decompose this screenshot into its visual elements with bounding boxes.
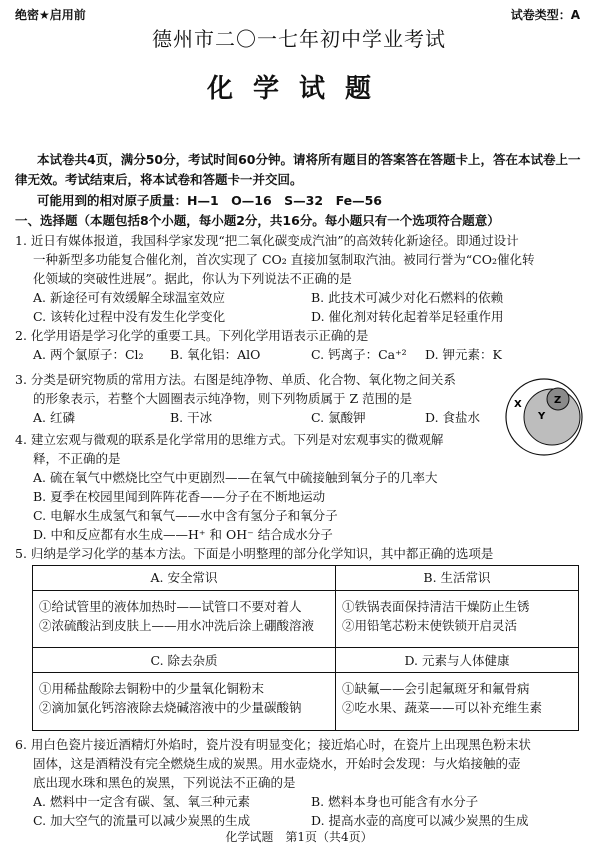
cell-b-title: B. 生活常识 bbox=[336, 566, 579, 591]
question-3-line: 3. 分类是研究物质的常用方法。右图是纯净物、单质、化合物、氧化物之间关系 bbox=[15, 372, 456, 387]
option-row bbox=[15, 792, 585, 811]
question-4-line: 4. 建立宏观与微观的联系是化学常用的思维方式。下列是对宏观事实的微观解 bbox=[15, 432, 444, 447]
cell-c-content bbox=[33, 673, 336, 731]
option-d: D. 提高水壶的高度可以减少炭黑的生成 bbox=[311, 813, 529, 828]
question-3 bbox=[15, 370, 505, 427]
question-6-line: 6. 用白色瓷片接近酒精灯外焰时，瓷片没有明显变化；接近焰心时，在瓷片上出现黑色粉末状 bbox=[15, 737, 531, 752]
option-a: A. 红磷 bbox=[33, 410, 75, 425]
option-c: C. 钙离子：Ca⁺² bbox=[311, 347, 407, 362]
table-row bbox=[33, 590, 579, 648]
paper-type-label: 试卷类型：A bbox=[510, 8, 580, 22]
option-row bbox=[15, 408, 505, 427]
venn-label-x: X bbox=[514, 399, 522, 410]
option-a: A. 两个氯原子：Cl₂ bbox=[33, 347, 144, 362]
venn-label-y: Y bbox=[538, 411, 546, 422]
page-footer: 化学试题 第1页（共4页） bbox=[225, 830, 373, 844]
question-4 bbox=[15, 430, 585, 544]
cell-line: ①缺氟——会引起氟斑牙和氟骨病 bbox=[342, 681, 530, 697]
cell-line: ①给试管里的液体加热时——试管口不要对着人 bbox=[39, 598, 302, 614]
exam-notice: 本试卷共4页，满分50分，考试时间60分钟。请将所有题目的答案答在答题卡上，答在本试卷上一律无效。考试结束后，将本试卷和答题卡一并交回。 bbox=[15, 152, 581, 187]
option-c: C. 电解水生成氢气和氧气——水中含有氢分子和氧分子 bbox=[33, 508, 338, 523]
atomic-mass-line: 可能用到的相对原子质量：H—1 O—16 S—32 Fe—56 bbox=[37, 193, 382, 208]
table-row bbox=[33, 673, 579, 731]
option-row bbox=[15, 307, 585, 326]
cell-a-title: A. 安全常识 bbox=[33, 566, 336, 591]
cell-line: ①铁锅表面保持清洁干燥防止生锈 bbox=[342, 598, 530, 614]
question-5 bbox=[15, 544, 585, 563]
option-a: A. 新途径可有效缓解全球温室效应 bbox=[33, 290, 225, 305]
venn-label-z: Z bbox=[554, 395, 562, 406]
question-1-line: 化领域的突破性进展”。据此，你认为下列说法不正确的是 bbox=[33, 271, 352, 286]
cell-c-title: C. 除去杂质 bbox=[33, 648, 336, 673]
section-heading: 一、选择题（本题包括8个小题，每小题2分，共16分。每小题只有一个选项符合题意） bbox=[15, 213, 500, 228]
question-5-table bbox=[32, 565, 579, 731]
question-5-stem: 5. 归纳是学习化学的基本方法。下面是小明整理的部分化学知识，其中都正确的选项是 bbox=[15, 546, 494, 561]
cell-line: ②用铅笔芯粉末使铁锁开启灵活 bbox=[342, 617, 518, 633]
cell-line: ②滴加氯化钙溶液除去烧碱溶液中的少量碳酸钠 bbox=[39, 700, 302, 716]
option-b: B. 此技术可减少对化石燃料的依赖 bbox=[311, 290, 504, 305]
option-d: D. 催化剂对转化起着举足轻重作用 bbox=[311, 309, 504, 324]
table-row bbox=[33, 648, 579, 673]
cell-d-title: D. 元素与人体健康 bbox=[336, 648, 579, 673]
question-6 bbox=[15, 735, 585, 830]
option-b: B. 夏季在校园里闻到阵阵花香——分子在不断地运动 bbox=[33, 489, 326, 504]
question-2-stem: 2. 化学用语是学习化学的重要工具。下列化学用语表示正确的是 bbox=[15, 328, 369, 343]
cell-d-content bbox=[336, 673, 579, 731]
question-1-line: 一种新型多功能复合催化剂，首次实现了 CO₂ 直接加氢制取汽油。被同行誉为“CO₂催化转 bbox=[33, 252, 535, 267]
cell-line: ①用稀盐酸除去铜粉中的少量氧化铜粉末 bbox=[39, 681, 265, 697]
option-c: C. 加大空气的流量可以减少炭黑的生成 bbox=[33, 813, 251, 828]
option-b: B. 干冰 bbox=[170, 410, 213, 425]
option-a: A. 燃料中一定含有碳、氢、氧三种元素 bbox=[33, 794, 250, 809]
cell-b-content bbox=[336, 590, 579, 648]
option-a: A. 硫在氧气中燃烧比空气中更剧烈——在氧气中硫接触到氧分子的几率大 bbox=[33, 470, 438, 485]
option-c: C. 氯酸钾 bbox=[311, 410, 366, 425]
option-c: C. 该转化过程中没有发生化学变化 bbox=[33, 309, 226, 324]
cell-a-content bbox=[33, 590, 336, 648]
secret-label: 绝密★启用前 bbox=[15, 8, 86, 22]
question-3-line: 的形象表示，若整个大圆圈表示纯净物，则下列物质属于 Z 范围的是 bbox=[33, 391, 413, 406]
option-d: D. 食盐水 bbox=[425, 410, 481, 425]
table-row bbox=[33, 566, 579, 591]
option-row bbox=[15, 288, 585, 307]
subject-title: 化学试题 bbox=[206, 74, 391, 104]
cell-line: ②吃水果、蔬菜——可以补充维生素 bbox=[342, 700, 543, 716]
option-row bbox=[15, 345, 585, 364]
question-6-line: 固体，这是酒精没有完全燃烧生成的炭黑。用水壶烧水，开始时会发现：与火焰接触的壶 bbox=[33, 756, 521, 771]
option-d: D. 钾元素：K bbox=[425, 347, 502, 362]
question-6-line: 底出现水珠和黑色的炭黑，下列说法不正确的是 bbox=[33, 775, 296, 790]
option-d: D. 中和反应都有水生成——H⁺ 和 OH⁻ 结合成水分子 bbox=[33, 527, 333, 542]
exam-title: 德州市二〇一七年初中学业考试 bbox=[152, 27, 446, 51]
question-1-line: 1. 近日有媒体报道，我国科学家发现“把二氧化碳变成汽油”的高效转化新途径。即通过设计 bbox=[15, 233, 519, 248]
question-2 bbox=[15, 326, 585, 364]
option-b: B. 氧化铝：AlO bbox=[170, 347, 261, 362]
question-4-line: 释，不正确的是 bbox=[33, 451, 121, 466]
cell-line: ②浓硫酸沾到皮肤上——用水冲洗后涂上硼酸溶液 bbox=[39, 617, 315, 633]
option-b: B. 燃料本身也可能含有水分子 bbox=[311, 794, 479, 809]
question-1 bbox=[15, 231, 585, 326]
